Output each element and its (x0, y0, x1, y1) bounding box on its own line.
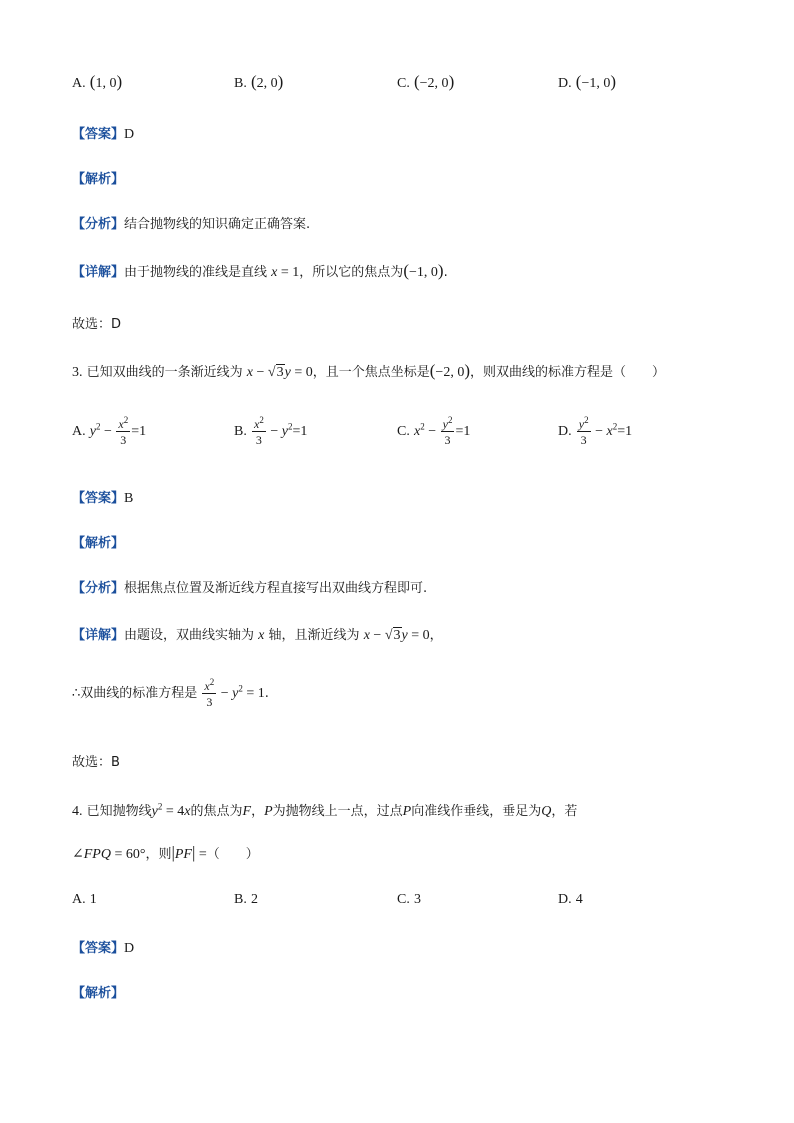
answer-tag: 【答案】 (72, 941, 125, 956)
answer-value: D (124, 127, 135, 142)
q2-option-d (558, 72, 616, 92)
option-letter: D. (558, 76, 572, 91)
stem-text: ，若 (551, 804, 578, 819)
stem-text: ，且一个焦点坐标是 (312, 365, 430, 380)
q2-xiangjie: 【详解】由于抛物线的准线是直线 x = 1，所以它的焦点为(−1, 0). (72, 261, 448, 280)
q4-answer (72, 937, 134, 957)
q4-option-c (397, 892, 421, 908)
q2-jiexi (72, 168, 124, 187)
q4-option-a (72, 892, 97, 908)
math-x: x (258, 628, 265, 643)
q2-guxuan (72, 313, 121, 332)
option-letter: B. (234, 892, 247, 907)
option-letter: A. (72, 76, 86, 91)
option-expr: (1, 0) (89, 72, 123, 91)
xiangjie-tag: 【详解】 (72, 265, 125, 280)
math-equation: $\frac{x^2}{3}$ − $y^2 = 1$ (204, 677, 265, 709)
q4-stem-line1 (72, 800, 577, 820)
option-letter: B. (234, 76, 247, 91)
xiangjie-tag: 【详解】 (72, 628, 125, 643)
option-expr: (−1, 0) (575, 72, 617, 91)
q4-option-b (234, 892, 258, 908)
math-F: F (242, 804, 252, 819)
option-expr: $\frac{y^2}{3}$ − $x^2=1$ (578, 415, 633, 447)
math-focus: (−2, 0) (429, 361, 470, 380)
stem-text: 已知抛物线 (86, 804, 152, 819)
math-focus: (−1, 0) (403, 261, 444, 280)
option-letter: D. (558, 424, 572, 440)
option-letter: A. (72, 892, 86, 907)
math-angle: ∠FPQ = 60° (72, 847, 146, 862)
q3-option-b (234, 415, 308, 447)
stem-text: 已知双曲线的一条渐近线为 (86, 365, 243, 380)
xiangjie-text: ，所以它的焦点为 (299, 265, 404, 280)
q2-answer (72, 123, 134, 143)
answer-tag: 【答案】 (72, 491, 125, 506)
q2-option-c (397, 72, 454, 92)
math-P: P (402, 804, 412, 819)
math-P: P (264, 804, 273, 819)
option-expr: $x^2$ − $\frac{y^2}{3}$ =1 (413, 415, 471, 447)
xiangjie-text: 由于抛物线的准线是直线 (124, 265, 268, 280)
q3-fenxi (72, 577, 427, 596)
jiexi-tag: 【解析】 (72, 986, 125, 1001)
q3-option-a (72, 415, 147, 447)
stem-text: ， (251, 804, 265, 819)
q3-answer (72, 487, 133, 507)
math-abs-pf: |PF| = (171, 843, 207, 862)
option-letter: C. (397, 892, 410, 907)
option-letter: B. (234, 424, 247, 440)
option-expr: 3 (413, 892, 421, 907)
xiangjie-text: 由题设，双曲线实轴为 (124, 628, 255, 643)
option-letter: C. (397, 424, 410, 440)
stem-text: 的焦点为 (190, 804, 243, 819)
option-expr: (2, 0) (250, 72, 284, 91)
math-asymptote: x − √3y = 0 (363, 628, 430, 643)
math-directrix: x (271, 265, 278, 280)
stem-text: ，则双曲线的标准方程是（ ） (470, 365, 666, 380)
option-expr: (−2, 0) (413, 72, 455, 91)
option-letter: A. (72, 424, 86, 440)
question-number: 3. (72, 365, 83, 380)
q4-stem-line2 (72, 843, 259, 863)
option-letter: D. (558, 892, 572, 907)
q3-conclusion: ∴双曲线的标准方程是 $\frac{x^2}{3}$ − $y^2 = 1$. (72, 677, 269, 709)
q2-fenxi (72, 213, 310, 232)
math-Q: Q (541, 804, 552, 819)
fenxi-text: 根据焦点位置及渐近线方程直接写出双曲线方程即可. (124, 581, 428, 596)
answer-tag: 【答案】 (72, 127, 125, 142)
option-expr: 1 (89, 892, 97, 907)
answer-value: D (124, 941, 135, 956)
q3-stem (72, 361, 665, 381)
option-letter: C. (397, 76, 410, 91)
q2-option-a (72, 72, 122, 92)
q3-option-c (397, 415, 471, 447)
xiangjie-text: . (443, 265, 448, 280)
fenxi-text: 结合抛物线的知识确定正确答案. (124, 217, 311, 232)
answer-value: B (124, 491, 134, 506)
option-expr: $\frac{x^2}{3}$ − $y^2=1$ (253, 415, 308, 447)
q3-jiexi (72, 532, 124, 551)
q2-option-b (234, 72, 283, 92)
jiexi-tag: 【解析】 (72, 536, 125, 551)
math-parabola: $y^2 = 4x$ (151, 801, 191, 819)
stem-text: ，则 (145, 847, 172, 862)
stem-text: 为抛物线上一点，过点 (272, 804, 403, 819)
guxuan-text: 故选：B (72, 755, 120, 770)
jiexi-tag: 【解析】 (72, 172, 125, 187)
conclusion-text: ∴双曲线的标准方程是 (72, 686, 198, 702)
q4-jiexi (72, 982, 124, 1001)
fenxi-tag: 【分析】 (72, 217, 125, 232)
stem-text: （ ） (206, 847, 259, 862)
q3-option-d (558, 415, 633, 447)
xiangjie-text: 轴，且渐近线为 (268, 628, 360, 643)
stem-text: 向准线作垂线，垂足为 (411, 804, 542, 819)
fenxi-tag: 【分析】 (72, 581, 125, 596)
option-expr: $y^2$ − $\frac{x^2}{3}$ =1 (89, 415, 147, 447)
option-expr: 2 (250, 892, 258, 907)
q4-option-d (558, 892, 583, 908)
xiangjie-text: ， (429, 628, 443, 643)
option-expr: 4 (575, 892, 583, 907)
q3-xiangjie (72, 624, 443, 644)
guxuan-text: 故选：D (72, 317, 122, 332)
q3-guxuan (72, 751, 120, 770)
question-number: 4. (72, 804, 83, 819)
math-asymptote: x − √3y = 0 (246, 365, 313, 380)
